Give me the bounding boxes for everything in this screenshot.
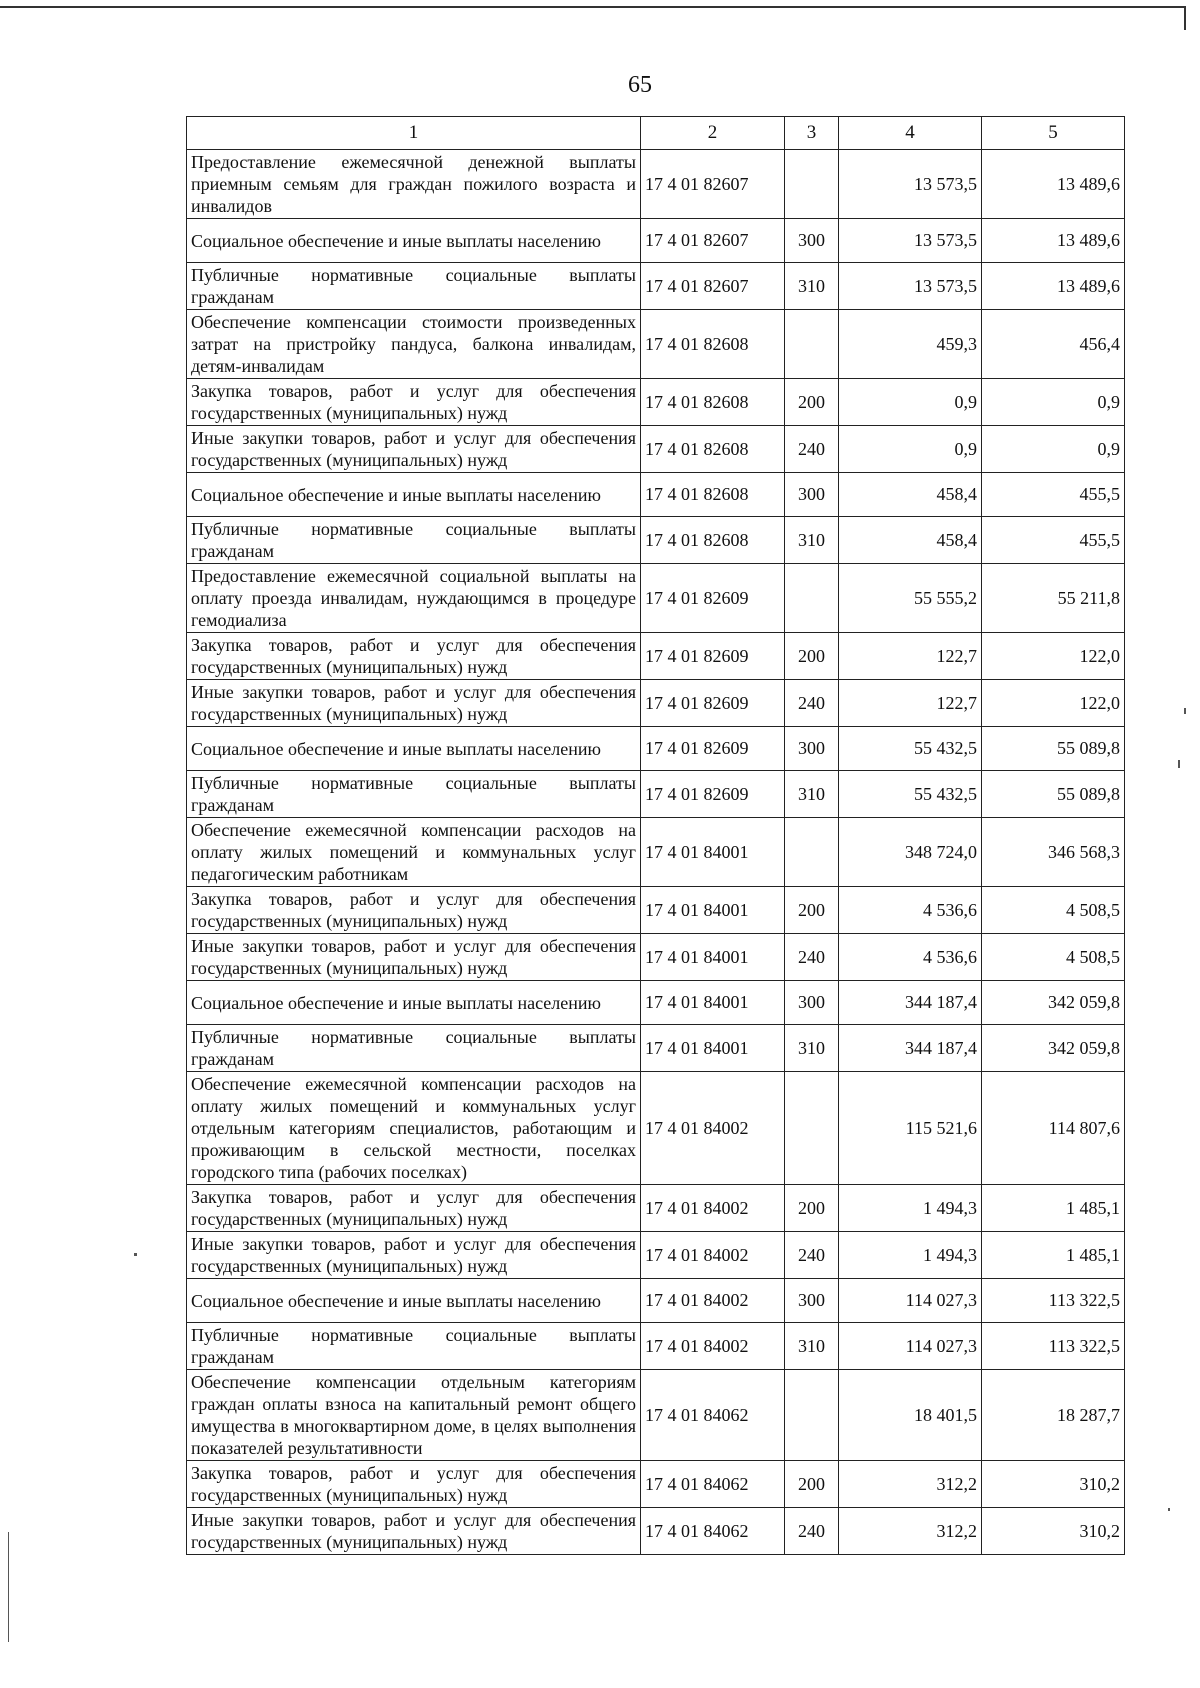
item-name: Иные закупки товаров, работ и услуг для обеспечения государственных (муниципальных) нужд [187, 680, 641, 727]
table-row [187, 150, 1125, 219]
item-name: Обеспечение ежемесячной компенсации расходов на оплату жилых помещений и коммунальных услуг отдельным категориям специалистов, работающим и проживающим в сельской местности, поселках городского типа (рабочих поселках) [187, 1072, 641, 1185]
item-name: Закупка товаров, работ и услуг для обеспечения государственных (муниципальных) нужд [187, 1185, 641, 1232]
table-row [187, 1279, 1125, 1323]
amount-year-1: 312,2 [839, 1461, 982, 1508]
amount-year-1: 114 027,3 [839, 1279, 982, 1323]
amount-year-1: 122,7 [839, 633, 982, 680]
target-code: 17 4 01 82609 [641, 633, 785, 680]
target-code: 17 4 01 84002 [641, 1323, 785, 1370]
item-name: Социальное обеспечение и иные выплаты населению [187, 219, 641, 263]
amount-year-2: 113 322,5 [982, 1279, 1125, 1323]
table-row [187, 981, 1125, 1025]
amount-year-2: 342 059,8 [982, 1025, 1125, 1072]
amount-year-1: 0,9 [839, 426, 982, 473]
table-row [187, 771, 1125, 818]
expense-type-code [785, 564, 839, 633]
amount-year-1: 114 027,3 [839, 1323, 982, 1370]
budget-table [186, 116, 1125, 1555]
expense-type-code: 240 [785, 1508, 839, 1555]
amount-year-2: 346 568,3 [982, 818, 1125, 887]
amount-year-1: 13 573,5 [839, 263, 982, 310]
table-row [187, 727, 1125, 771]
expense-type-code: 300 [785, 727, 839, 771]
target-code: 17 4 01 84001 [641, 981, 785, 1025]
amount-year-2: 13 489,6 [982, 263, 1125, 310]
amount-year-2: 310,2 [982, 1508, 1125, 1555]
expense-type-code [785, 1370, 839, 1461]
amount-year-2: 55 211,8 [982, 564, 1125, 633]
item-name: Социальное обеспечение и иные выплаты населению [187, 981, 641, 1025]
item-name: Социальное обеспечение и иные выплаты населению [187, 1279, 641, 1323]
amount-year-2: 455,5 [982, 473, 1125, 517]
item-name: Закупка товаров, работ и услуг для обеспечения государственных (муниципальных) нужд [187, 1461, 641, 1508]
item-name: Публичные нормативные социальные выплаты гражданам [187, 1323, 641, 1370]
item-name: Закупка товаров, работ и услуг для обеспечения государственных (муниципальных) нужд [187, 633, 641, 680]
item-name: Обеспечение компенсации стоимости произведенных затрат на пристройку пандуса, балкона инвалидам, детям-инвалидам [187, 310, 641, 379]
table-row [187, 564, 1125, 633]
table-row [187, 517, 1125, 564]
item-name: Обеспечение ежемесячной компенсации расходов на оплату жилых помещений и коммунальных услуг педагогическим работникам [187, 818, 641, 887]
amount-year-1: 344 187,4 [839, 981, 982, 1025]
target-code: 17 4 01 84002 [641, 1232, 785, 1279]
table-row [187, 633, 1125, 680]
scan-speck [1168, 1508, 1170, 1511]
target-code: 17 4 01 82608 [641, 379, 785, 426]
amount-year-2: 455,5 [982, 517, 1125, 564]
amount-year-2: 13 489,6 [982, 150, 1125, 219]
scan-speck [134, 1253, 137, 1256]
target-code: 17 4 01 84001 [641, 818, 785, 887]
table-header-row [187, 117, 1125, 150]
amount-year-2: 18 287,7 [982, 1370, 1125, 1461]
table-row [187, 1072, 1125, 1185]
expense-type-code [785, 310, 839, 379]
expense-type-code: 200 [785, 887, 839, 934]
table-row [187, 887, 1125, 934]
expense-type-code: 240 [785, 934, 839, 981]
table-row [187, 1370, 1125, 1461]
amount-year-2: 122,0 [982, 633, 1125, 680]
expense-type-code [785, 1072, 839, 1185]
amount-year-1: 55 432,5 [839, 727, 982, 771]
column-header: 4 [839, 117, 982, 150]
table-row [187, 1323, 1125, 1370]
amount-year-2: 1 485,1 [982, 1232, 1125, 1279]
item-name: Закупка товаров, работ и услуг для обеспечения государственных (муниципальных) нужд [187, 887, 641, 934]
amount-year-2: 4 508,5 [982, 887, 1125, 934]
amount-year-2: 1 485,1 [982, 1185, 1125, 1232]
expense-type-code: 310 [785, 771, 839, 818]
table-row [187, 1232, 1125, 1279]
expense-type-code: 300 [785, 981, 839, 1025]
amount-year-1: 115 521,6 [839, 1072, 982, 1185]
table-row [187, 426, 1125, 473]
table-row [187, 1185, 1125, 1232]
table-body [187, 150, 1125, 1555]
column-header: 5 [982, 117, 1125, 150]
table-row [187, 219, 1125, 263]
amount-year-1: 344 187,4 [839, 1025, 982, 1072]
amount-year-2: 114 807,6 [982, 1072, 1125, 1185]
expense-type-code: 310 [785, 1323, 839, 1370]
expense-type-code: 200 [785, 1461, 839, 1508]
item-name: Иные закупки товаров, работ и услуг для обеспечения государственных (муниципальных) нужд [187, 934, 641, 981]
expense-type-code: 310 [785, 263, 839, 310]
table-row [187, 1461, 1125, 1508]
amount-year-2: 55 089,8 [982, 727, 1125, 771]
table-row [187, 1508, 1125, 1555]
table-row [187, 310, 1125, 379]
target-code: 17 4 01 84002 [641, 1185, 785, 1232]
target-code: 17 4 01 82609 [641, 564, 785, 633]
amount-year-1: 458,4 [839, 473, 982, 517]
expense-type-code: 240 [785, 426, 839, 473]
expense-type-code [785, 818, 839, 887]
target-code: 17 4 01 82608 [641, 473, 785, 517]
expense-type-code: 300 [785, 1279, 839, 1323]
column-header: 2 [641, 117, 785, 150]
amount-year-2: 310,2 [982, 1461, 1125, 1508]
target-code: 17 4 01 82607 [641, 150, 785, 219]
amount-year-2: 55 089,8 [982, 771, 1125, 818]
item-name: Предоставление ежемесячной денежной выплаты приемным семьям для граждан пожилого возраста и инвалидов [187, 150, 641, 219]
item-name: Иные закупки товаров, работ и услуг для обеспечения государственных (муниципальных) нужд [187, 1232, 641, 1279]
item-name: Публичные нормативные социальные выплаты гражданам [187, 771, 641, 818]
item-name: Обеспечение компенсации отдельным категориям граждан оплаты взноса на капитальный ремонт общего имущества в многоквартирном доме, в целях выполнения показателей результативности [187, 1370, 641, 1461]
amount-year-1: 312,2 [839, 1508, 982, 1555]
table-row [187, 818, 1125, 887]
amount-year-1: 1 494,3 [839, 1232, 982, 1279]
amount-year-2: 342 059,8 [982, 981, 1125, 1025]
column-header: 1 [187, 117, 641, 150]
page-number: 65 [628, 72, 652, 98]
item-name: Публичные нормативные социальные выплаты гражданам [187, 263, 641, 310]
table-row [187, 379, 1125, 426]
target-code: 17 4 01 84062 [641, 1370, 785, 1461]
amount-year-2: 0,9 [982, 379, 1125, 426]
target-code: 17 4 01 82609 [641, 727, 785, 771]
table-row [187, 263, 1125, 310]
amount-year-2: 456,4 [982, 310, 1125, 379]
item-name: Публичные нормативные социальные выплаты гражданам [187, 1025, 641, 1072]
expense-type-code: 300 [785, 473, 839, 517]
item-name: Иные закупки товаров, работ и услуг для обеспечения государственных (муниципальных) нужд [187, 426, 641, 473]
target-code: 17 4 01 84002 [641, 1279, 785, 1323]
target-code: 17 4 01 82607 [641, 263, 785, 310]
amount-year-1: 4 536,6 [839, 934, 982, 981]
amount-year-2: 13 489,6 [982, 219, 1125, 263]
expense-type-code: 240 [785, 680, 839, 727]
target-code: 17 4 01 84001 [641, 934, 785, 981]
table-row [187, 1025, 1125, 1072]
target-code: 17 4 01 82608 [641, 426, 785, 473]
item-name: Предоставление ежемесячной социальной выплаты на оплату проезда инвалидам, нуждающимся в процедуре гемодиализа [187, 564, 641, 633]
target-code: 17 4 01 84002 [641, 1072, 785, 1185]
column-header: 3 [785, 117, 839, 150]
amount-year-2: 4 508,5 [982, 934, 1125, 981]
amount-year-1: 458,4 [839, 517, 982, 564]
amount-year-1: 18 401,5 [839, 1370, 982, 1461]
amount-year-1: 0,9 [839, 379, 982, 426]
item-name: Социальное обеспечение и иные выплаты населению [187, 727, 641, 771]
amount-year-1: 13 573,5 [839, 150, 982, 219]
amount-year-2: 113 322,5 [982, 1323, 1125, 1370]
amount-year-1: 55 555,2 [839, 564, 982, 633]
expense-type-code: 240 [785, 1232, 839, 1279]
scan-edge-top [0, 6, 1184, 8]
scan-speck [1178, 760, 1180, 768]
scan-speck [8, 1532, 9, 1642]
amount-year-2: 0,9 [982, 426, 1125, 473]
amount-year-2: 122,0 [982, 680, 1125, 727]
expense-type-code: 200 [785, 379, 839, 426]
target-code: 17 4 01 84001 [641, 1025, 785, 1072]
amount-year-1: 1 494,3 [839, 1185, 982, 1232]
target-code: 17 4 01 84001 [641, 887, 785, 934]
target-code: 17 4 01 82609 [641, 771, 785, 818]
expense-type-code [785, 150, 839, 219]
target-code: 17 4 01 82607 [641, 219, 785, 263]
item-name: Публичные нормативные социальные выплаты гражданам [187, 517, 641, 564]
item-name: Социальное обеспечение и иные выплаты населению [187, 473, 641, 517]
item-name: Закупка товаров, работ и услуг для обеспечения государственных (муниципальных) нужд [187, 379, 641, 426]
target-code: 17 4 01 82608 [641, 517, 785, 564]
target-code: 17 4 01 82609 [641, 680, 785, 727]
target-code: 17 4 01 84062 [641, 1508, 785, 1555]
target-code: 17 4 01 82608 [641, 310, 785, 379]
amount-year-1: 55 432,5 [839, 771, 982, 818]
amount-year-1: 348 724,0 [839, 818, 982, 887]
table-row [187, 680, 1125, 727]
amount-year-1: 4 536,6 [839, 887, 982, 934]
expense-type-code: 200 [785, 633, 839, 680]
table-row [187, 934, 1125, 981]
expense-type-code: 310 [785, 1025, 839, 1072]
amount-year-1: 13 573,5 [839, 219, 982, 263]
table-row [187, 473, 1125, 517]
expense-type-code: 300 [785, 219, 839, 263]
scan-edge-right [1184, 6, 1186, 30]
amount-year-1: 459,3 [839, 310, 982, 379]
item-name: Иные закупки товаров, работ и услуг для обеспечения государственных (муниципальных) нужд [187, 1508, 641, 1555]
expense-type-code: 310 [785, 517, 839, 564]
target-code: 17 4 01 84062 [641, 1461, 785, 1508]
scan-speck [1184, 708, 1186, 714]
amount-year-1: 122,7 [839, 680, 982, 727]
expense-type-code: 200 [785, 1185, 839, 1232]
